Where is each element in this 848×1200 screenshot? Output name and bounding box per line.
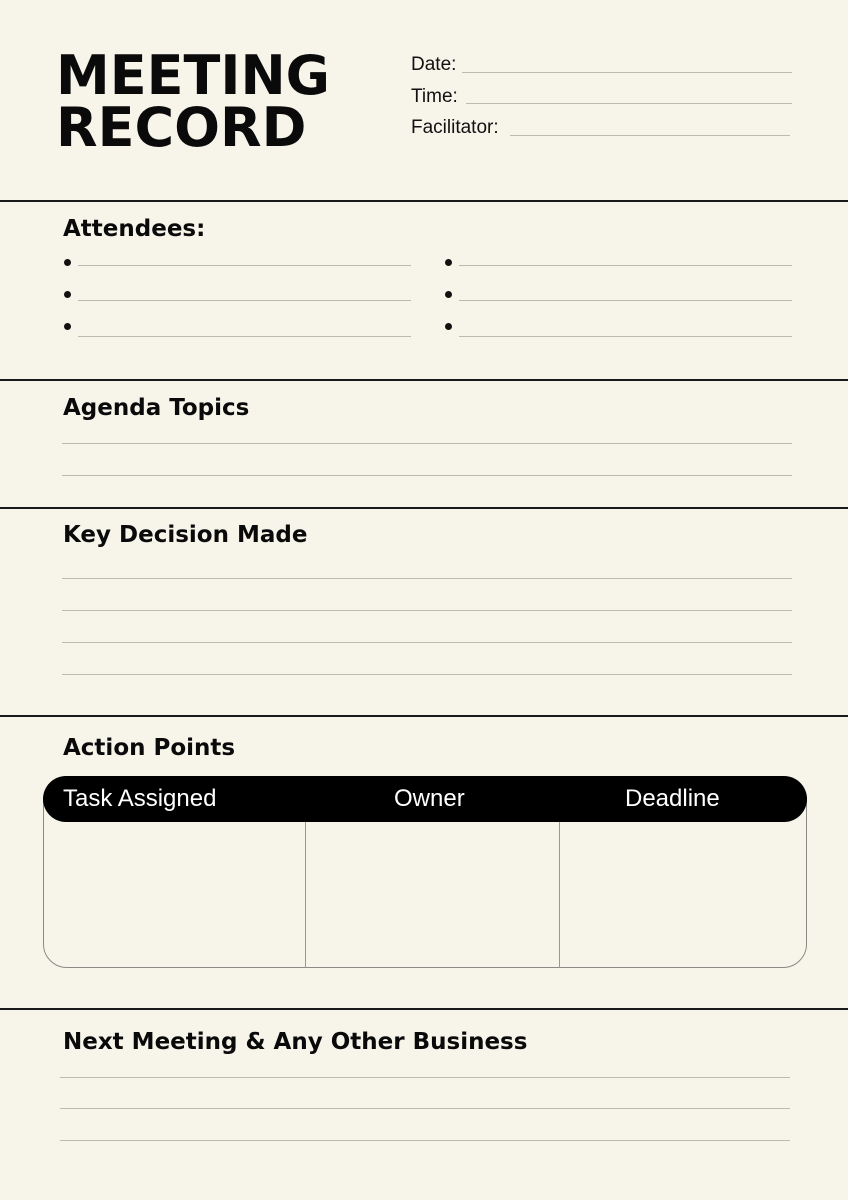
facilitator-field[interactable]: [510, 135, 790, 136]
deadline-cell[interactable]: [560, 822, 806, 967]
agenda-line[interactable]: [62, 443, 792, 444]
date-field[interactable]: [462, 72, 792, 73]
decision-line[interactable]: [62, 578, 792, 579]
next-meeting-heading: Next Meeting & Any Other Business: [63, 1029, 528, 1055]
title-line-1: MEETING: [56, 44, 330, 107]
bullet-icon: [445, 323, 452, 330]
section-divider: [0, 715, 848, 717]
attendee-field[interactable]: [78, 300, 411, 301]
next-meeting-line[interactable]: [60, 1077, 790, 1078]
next-meeting-line[interactable]: [60, 1108, 790, 1109]
next-meeting-line[interactable]: [60, 1140, 790, 1141]
page-title: [56, 44, 330, 159]
task-cell[interactable]: [44, 822, 305, 967]
attendee-field[interactable]: [78, 336, 411, 337]
time-field[interactable]: [466, 103, 792, 104]
date-label: Date:: [411, 54, 457, 75]
section-divider: [0, 200, 848, 202]
section-divider: [0, 379, 848, 381]
owner-cell[interactable]: [306, 822, 559, 967]
title-line-2: RECORD: [56, 96, 307, 159]
attendee-field[interactable]: [459, 300, 792, 301]
section-divider: [0, 1008, 848, 1010]
section-divider: [0, 507, 848, 509]
decision-line[interactable]: [62, 674, 792, 675]
attendee-field[interactable]: [459, 265, 792, 266]
facilitator-label: Facilitator:: [411, 117, 499, 138]
decision-line[interactable]: [62, 610, 792, 611]
agenda-heading: Agenda Topics: [63, 395, 250, 421]
column-deadline: Deadline: [625, 785, 720, 812]
bullet-icon: [445, 291, 452, 298]
decisions-heading: Key Decision Made: [63, 522, 308, 548]
agenda-line[interactable]: [62, 475, 792, 476]
bullet-icon: [64, 259, 71, 266]
attendees-heading: Attendees:: [63, 216, 206, 242]
column-task-assigned: Task Assigned: [63, 785, 217, 812]
attendee-field[interactable]: [78, 265, 411, 266]
time-label: Time:: [411, 86, 458, 107]
bullet-icon: [445, 259, 452, 266]
bullet-icon: [64, 323, 71, 330]
column-owner: Owner: [394, 785, 465, 812]
bullet-icon: [64, 291, 71, 298]
action-points-heading: Action Points: [63, 735, 236, 761]
decision-line[interactable]: [62, 642, 792, 643]
attendee-field[interactable]: [459, 336, 792, 337]
